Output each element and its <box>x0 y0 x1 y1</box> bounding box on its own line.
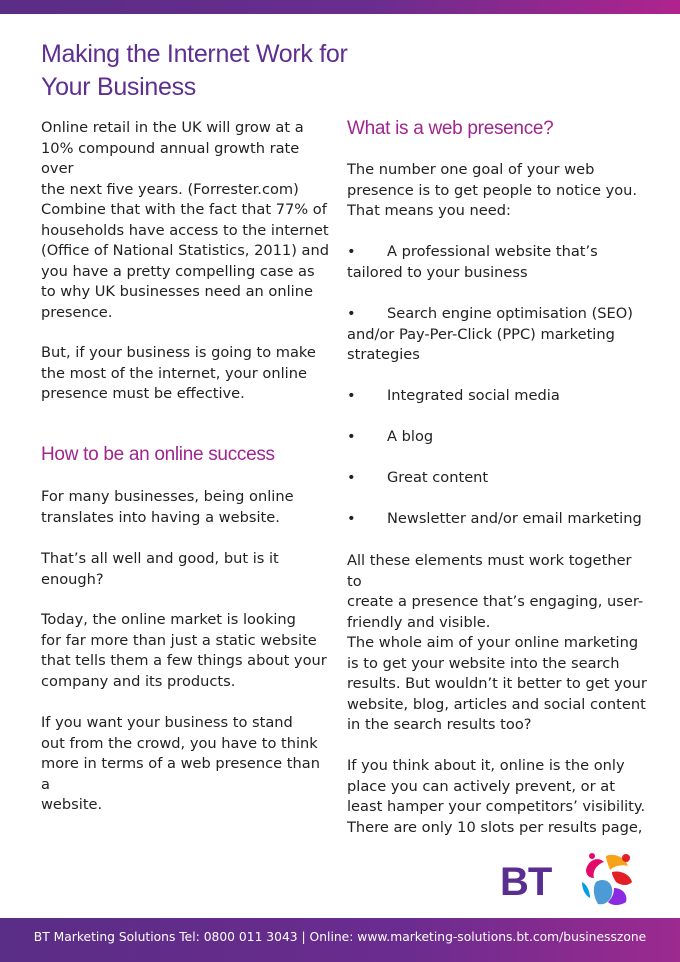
bullet-item <box>347 509 647 530</box>
paragraph: Combine that with the fact that 77% of households have access to the internet (Office of National Statistics, 2011) and you have a pretty compelling case as to why UK businesses need an online presence. <box>41 201 330 321</box>
page-title: Making the Internet Work for Your Business <box>41 40 348 101</box>
bullet-icon: • <box>347 428 356 445</box>
bullet-text: Integrated social media <box>387 387 560 404</box>
footer-contact-text: BT Marketing Solutions Tel: 0800 011 3043 | Online: www.marketing-solutions.bt.com/businesszone <box>33 930 647 944</box>
bullet-item <box>347 304 647 366</box>
paragraph: All these elements must work together to create a presence that’s engaging, user- friendly and visible. <box>347 552 644 631</box>
bullet-text: Search engine optimisation (SEO) <box>387 305 633 322</box>
bt-globe-icon <box>572 848 640 914</box>
bullet-icon: • <box>347 469 356 486</box>
footer-bar <box>0 918 680 962</box>
paragraph: If you want your business to stand out from the crowd, you have to think more in terms of a web presence than a website. <box>41 714 320 813</box>
paragraph: For many businesses, being online translates into having a website. <box>41 488 294 526</box>
bullet-text: Newsletter and/or email marketing <box>387 510 642 527</box>
paragraph: That’s all well and good, but is it enough? <box>41 550 279 588</box>
bullet-item <box>347 386 647 407</box>
section-heading: How to be an online success <box>41 444 275 465</box>
bullet-item <box>347 468 647 489</box>
paragraph: If you think about it, online is the only place you can actively prevent, or at least hamper your competitors’ visibility. There are only 10 slots per results page, <box>347 757 646 836</box>
paragraph: Online retail in the UK will grow at a 10% compound annual growth rate over the next five years. (Forrester.com) <box>41 119 304 198</box>
paragraph: Today, the online market is looking for far more than just a static website that tells them a few things about your company and its products. <box>41 611 327 690</box>
bullet-text-continued: and/or Pay-Per-Click (PPC) marketing strategies <box>347 325 615 363</box>
bullet-item <box>347 242 647 283</box>
paragraph: But, if your business is going to make the most of the internet, your online presence must be effective. <box>41 344 316 402</box>
top-color-bar <box>0 0 680 14</box>
bullet-icon: • <box>347 243 356 260</box>
bullet-text: A professional website that’s <box>387 243 598 260</box>
bt-logo <box>500 848 640 914</box>
bullet-icon: • <box>347 387 356 404</box>
bullet-text: A blog <box>387 428 434 445</box>
bullet-icon: • <box>347 510 356 527</box>
paragraph: The number one goal of your web presence is to get people to notice you. That means you need: <box>347 161 638 219</box>
bullet-text: Great content <box>387 469 489 486</box>
section-heading: What is a web presence? <box>347 118 554 139</box>
bullet-item <box>347 427 647 448</box>
paragraph: The whole aim of your online marketing is to get your website into the search results. But wouldn’t it better to get your website, blog, articles and social content in the search results too? <box>347 634 647 733</box>
bullet-icon: • <box>347 305 356 322</box>
bt-logo-text: BT <box>500 860 552 904</box>
bullet-text-continued: tailored to your business <box>347 263 528 281</box>
